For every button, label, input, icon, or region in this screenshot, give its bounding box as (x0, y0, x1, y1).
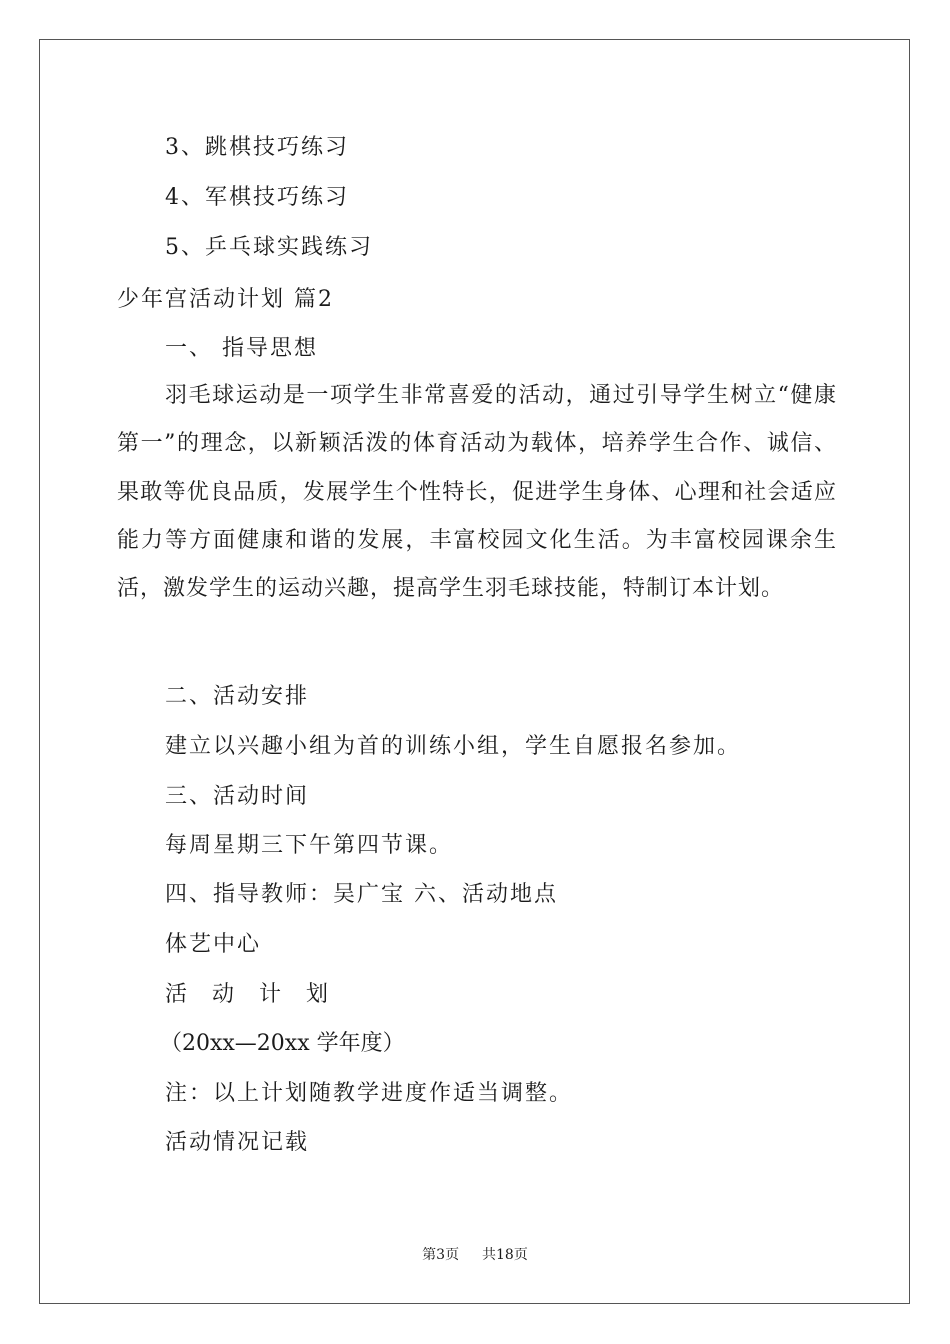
heading-activity-arrangement: 二、活动安排 (165, 684, 310, 709)
heading-teacher-location: 四、指导教师：吴广宝 六、活动地点 (165, 882, 558, 907)
page-number-total: 共18页 (482, 1247, 528, 1263)
paragraph-guiding-idea: 羽毛球运动是一项学生非常喜爱的活动，通过引导学生树立“健康第一”的理念，以新颖活泼的体育活动为载体，培养学生合作、诚信、果敢等优良品质，发展学生个性特长，促进学生身体、心理和社会适应能力等方面健康和谐的发展，丰富校园文化生活。为丰富校园课余生活，激发学生的运动兴趣，提高学生羽毛球技能，特制订本计划。 (117, 383, 837, 602)
list-item: 3、跳棋技巧练习 (165, 135, 349, 160)
page-footer (0, 1246, 950, 1264)
school-year: （20xx—20xx 学年度） (160, 1031, 405, 1056)
heading-activity-time: 三、活动时间 (165, 784, 310, 809)
note: 注：以上计划随教学进度作适当调整。 (165, 1081, 574, 1106)
page-number-current: 第3页 (422, 1247, 460, 1263)
record-title: 活动情况记载 (165, 1130, 310, 1155)
section-title: 少年宫活动计划 篇2 (117, 287, 334, 312)
list-item: 5、乒乓球实践练习 (165, 235, 373, 260)
text-activity-arrangement: 建立以兴趣小组为首的训练小组，学生自愿报名参加。 (165, 734, 742, 759)
list-item: 4、军棋技巧练习 (165, 185, 349, 210)
plan-title: 活 动 计 划 (165, 982, 337, 1007)
text-location: 体艺中心 (165, 932, 262, 957)
heading-guiding-idea: 一、 指导思想 (165, 336, 318, 361)
text-activity-time: 每周星期三下午第四节课。 (165, 833, 454, 858)
page-frame (39, 39, 910, 1304)
